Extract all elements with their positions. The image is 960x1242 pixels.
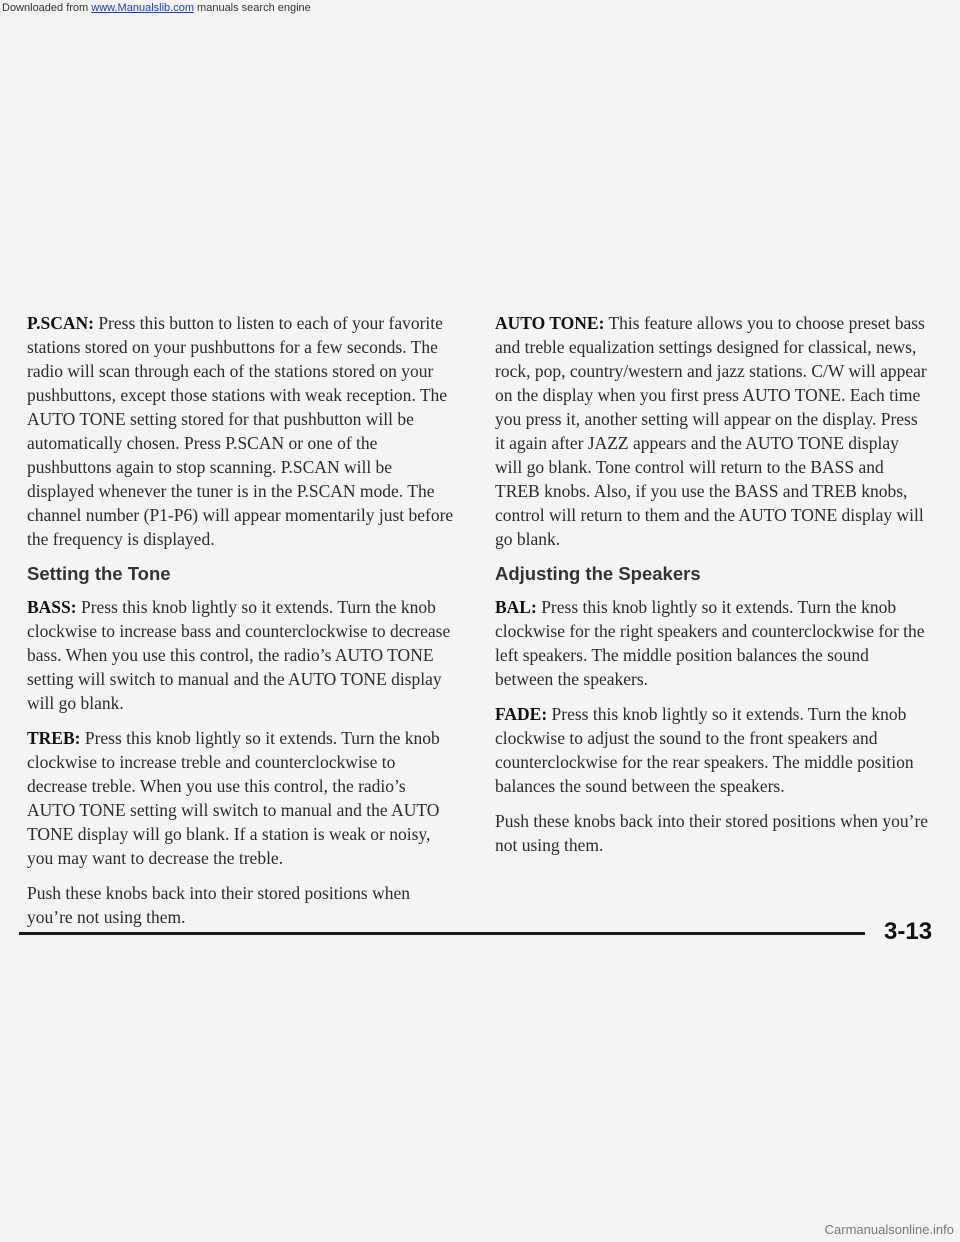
manualslib-link[interactable]: www.Manualslib.com [91, 2, 194, 14]
fade-paragraph [495, 702, 930, 798]
right-column [495, 311, 930, 868]
tone-heading: Setting the Tone [27, 563, 171, 584]
speakers-heading: Adjusting the Speakers [495, 563, 701, 584]
download-banner [0, 0, 960, 16]
autotone-text: This feature allows you to choose preset bass and treble equalization settings designed for classical, news, rock, pop, country/western and jazz stations. C/W will appear on the display when you first press AUTO TONE. Each time you press it, another setting will appear on the display. Press it again after JAZZ appears and the AUTO TONE display will go blank. Tone control will return to the BASS and TREB knobs. Also, if you use the BASS and TREB knobs, control will return to them and the AUTO TONE display will go blank. [495, 313, 927, 549]
bal-text: Press this knob lightly so it extends. Turn the knob clockwise for the right speakers and counterclockwise for the left speakers. The middle position balances the sound between the speakers. [495, 597, 925, 689]
banner-prefix: Downloaded from [2, 2, 89, 14]
fade-term: FADE: [495, 704, 548, 724]
pscan-paragraph [27, 311, 455, 551]
push-knobs-paragraph-left: Push these knobs back into their stored positions when you’re not using them. [27, 883, 411, 927]
pscan-text: Press this button to listen to each of your favorite stations stored on your pushbuttons for a few seconds. The radio will scan through each of the stations stored on your pushbuttons, except those stations with weak reception. The AUTO TONE setting stored for that pushbutton will be automatically chosen. Press P.SCAN or one of the pushbuttons again to stop scanning. P.SCAN will be displayed whenever the tuner is in the P.SCAN mode. The channel number (P1-P6) will appear momentarily just before the frequency is displayed. [27, 313, 454, 549]
treb-paragraph [27, 726, 455, 870]
bass-term: BASS: [27, 597, 77, 617]
footer-watermark: Carmanualsonline.info [824, 1222, 954, 1237]
autotone-paragraph [495, 311, 930, 551]
pscan-term: P.SCAN: [27, 313, 94, 333]
left-column [27, 311, 455, 940]
push-knobs-paragraph-right: Push these knobs back into their stored positions when you’re not using them. [495, 811, 929, 855]
fade-text: Press this knob lightly so it extends. Turn the knob clockwise to adjust the sound to the front speakers and counterclockwise for the rear speakers. The middle position balances the sound between the speakers. [495, 704, 914, 796]
page-divider [19, 932, 865, 935]
bal-paragraph [495, 595, 930, 691]
bass-text: Press this knob lightly so it extends. Turn the knob clockwise to increase bass and counterclockwise to decrease bass. When you use this control, the radio’s AUTO TONE setting will switch to manual and the AUTO TONE display will go blank. [27, 597, 451, 713]
page-number: 3-13 [884, 918, 933, 945]
banner-suffix: manuals search engine [197, 2, 311, 14]
bass-paragraph [27, 595, 455, 715]
treb-term: TREB: [27, 728, 81, 748]
treb-text: Press this knob lightly so it extends. Turn the knob clockwise to increase treble and counterclockwise to decrease treble. When you use this control, the radio’s AUTO TONE setting will switch to manual and the AUTO TONE display will go blank. If a station is weak or noisy, you may want to decrease the treble. [27, 728, 440, 868]
bal-term: BAL: [495, 597, 537, 617]
autotone-term: AUTO TONE: [495, 313, 605, 333]
